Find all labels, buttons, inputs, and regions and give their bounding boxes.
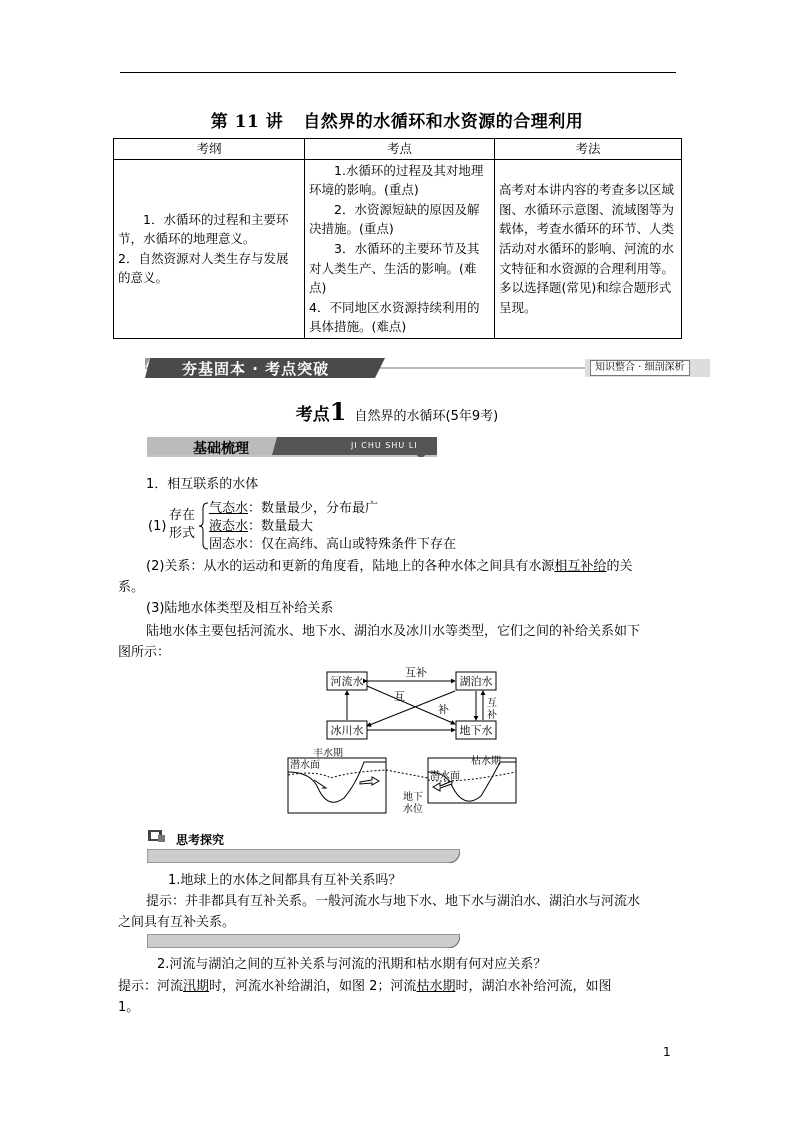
think-bar-2 [147, 934, 460, 948]
table-header-row [114, 139, 682, 160]
groundwater-level-label-a: 地下 [403, 792, 423, 803]
flood-label: 丰水期 [313, 748, 343, 759]
list-item: 液态水：数量最大 [209, 519, 314, 534]
col-header-kaogang: 考纲 [114, 139, 305, 160]
kaofa-text: 高考对本讲内容的考查多以区域图、水循环示意图、流域图等为载体，考查水循环的环节、人类活动对水循环的影响、河流的水文特征和水资源的合理利用等。多以选择题(常见)和综合题形式呈现。 [499, 182, 675, 315]
form-list [209, 500, 456, 554]
label-top: 互补 [405, 666, 427, 679]
answer-1-line-2: 之间具有互补关系。 [118, 915, 236, 930]
question-2: 2.河流与湖泊之间的互补关系与河流的汛期和枯水期有何对应关系？ [157, 957, 547, 972]
item2-line: (2)关系：从水的运动和更新的角度看，陆地上的各种水体之间具有水源相互补给的关 [146, 559, 633, 574]
kaodian-heading [0, 397, 794, 426]
lecture-number: 第 11 讲 [210, 112, 284, 132]
kaodian-title: 自然界的水循环 [354, 409, 446, 424]
answer-1-line-1: 提示：并非都具有互补关系。一般河流水与地下水、地下水与湖泊水、湖泊水与河流水 [146, 894, 641, 909]
node-glacier-label: 冰川水 [330, 724, 364, 737]
item1-label: 存在 形式 [169, 508, 196, 541]
node-lake-label: 湖泊水 [459, 675, 493, 688]
basics-title: 基础梳理 [193, 441, 249, 457]
para-line-1: 陆地水体主要包括河流水、地下水、湖泊水及冰川水等类型，它们之间的补给关系如下 [146, 624, 641, 639]
question-1: 1.地球上的水体之间都具有互补关系吗？ [168, 873, 402, 888]
label-diag-a: 互 [394, 690, 405, 703]
item1-prefix: (1) [148, 519, 167, 534]
header-rule [120, 72, 676, 73]
banner-title: 夯基固本 · 考点突破 [182, 360, 330, 378]
think-title: 思考探究 [176, 833, 225, 847]
brace-icon [199, 502, 209, 550]
banner-right-label: 知识整合 · 细剖深析 [590, 360, 690, 376]
item3: (3)陆地水体类型及相互补给关系 [146, 601, 334, 616]
kaodian-number: 1 [329, 397, 347, 426]
cross-section-diagram [286, 748, 518, 816]
item2-cont: 系。 [118, 580, 145, 595]
lecture-title: 自然界的水循环和水资源的合理利用 [303, 112, 584, 132]
outline-table [113, 138, 682, 339]
label-right-b: 补 [487, 710, 497, 721]
basics-pinyin: JI CHU SHU LI [351, 441, 418, 450]
kaodian-cell [305, 159, 495, 338]
kaodian-note: (5年9考) [445, 409, 499, 424]
kaogang-item-2: 2．自然资源对人类生存与发展的意义。 [118, 250, 289, 286]
page-title [0, 107, 794, 132]
list-item: 气态水：数量最少，分布最广 [209, 501, 379, 516]
kaogang-cell [114, 159, 305, 338]
page-number: 1 [663, 1045, 671, 1059]
kaogang-item-1: 1．水循环的过程和主要环节，水循环的地理意义。 [118, 211, 289, 247]
groundwater-level-label-b: 水位 [403, 804, 423, 815]
label-right-a: 互 [487, 698, 497, 709]
think-bar-1 [147, 849, 460, 863]
kaodian-item-4: 4．不同地区水资源持续利用的具体措施。(难点) [309, 299, 480, 335]
heading-1: 1．相互联系的水体 [146, 477, 259, 492]
answer-2-line-2: 1。 [118, 1000, 140, 1015]
supply-diagram [320, 664, 510, 746]
col-header-kaodian: 考点 [305, 139, 495, 160]
node-groundwater-label: 地下水 [459, 724, 493, 737]
think-icon [147, 828, 167, 844]
kaodian-label: 考点 [295, 405, 330, 425]
list-item: 固态水：仅在高纬、高山或特殊条件下存在 [209, 537, 457, 552]
para-line-2: 图所示： [118, 645, 171, 660]
node-river-label: 河流水 [330, 675, 364, 688]
phreatic-label-2: 潜水面 [430, 771, 460, 782]
phreatic-label-1: 潜水面 [290, 760, 320, 771]
col-header-kaofa: 考法 [495, 139, 682, 160]
label-diag-b: 补 [438, 703, 449, 716]
answer-2-line-1: 提示：河流汛期时，河流水补给湖泊，如图 2；河流枯水期时，湖泊水补给河流，如图 [118, 979, 612, 994]
kaodian-item-1: 1.水循环的过程及其对地理环境的影响。(重点) [309, 162, 484, 198]
kaodian-item-3: 3．水循环的主要环节及其对人类生产、生活的影响。(难点) [309, 240, 480, 296]
kaodian-item-2: 2．水资源短缺的原因及解决措施。(重点) [309, 201, 480, 237]
table-row [114, 159, 682, 338]
dry-label: 枯水期 [471, 756, 501, 767]
kaofa-cell [495, 159, 682, 338]
